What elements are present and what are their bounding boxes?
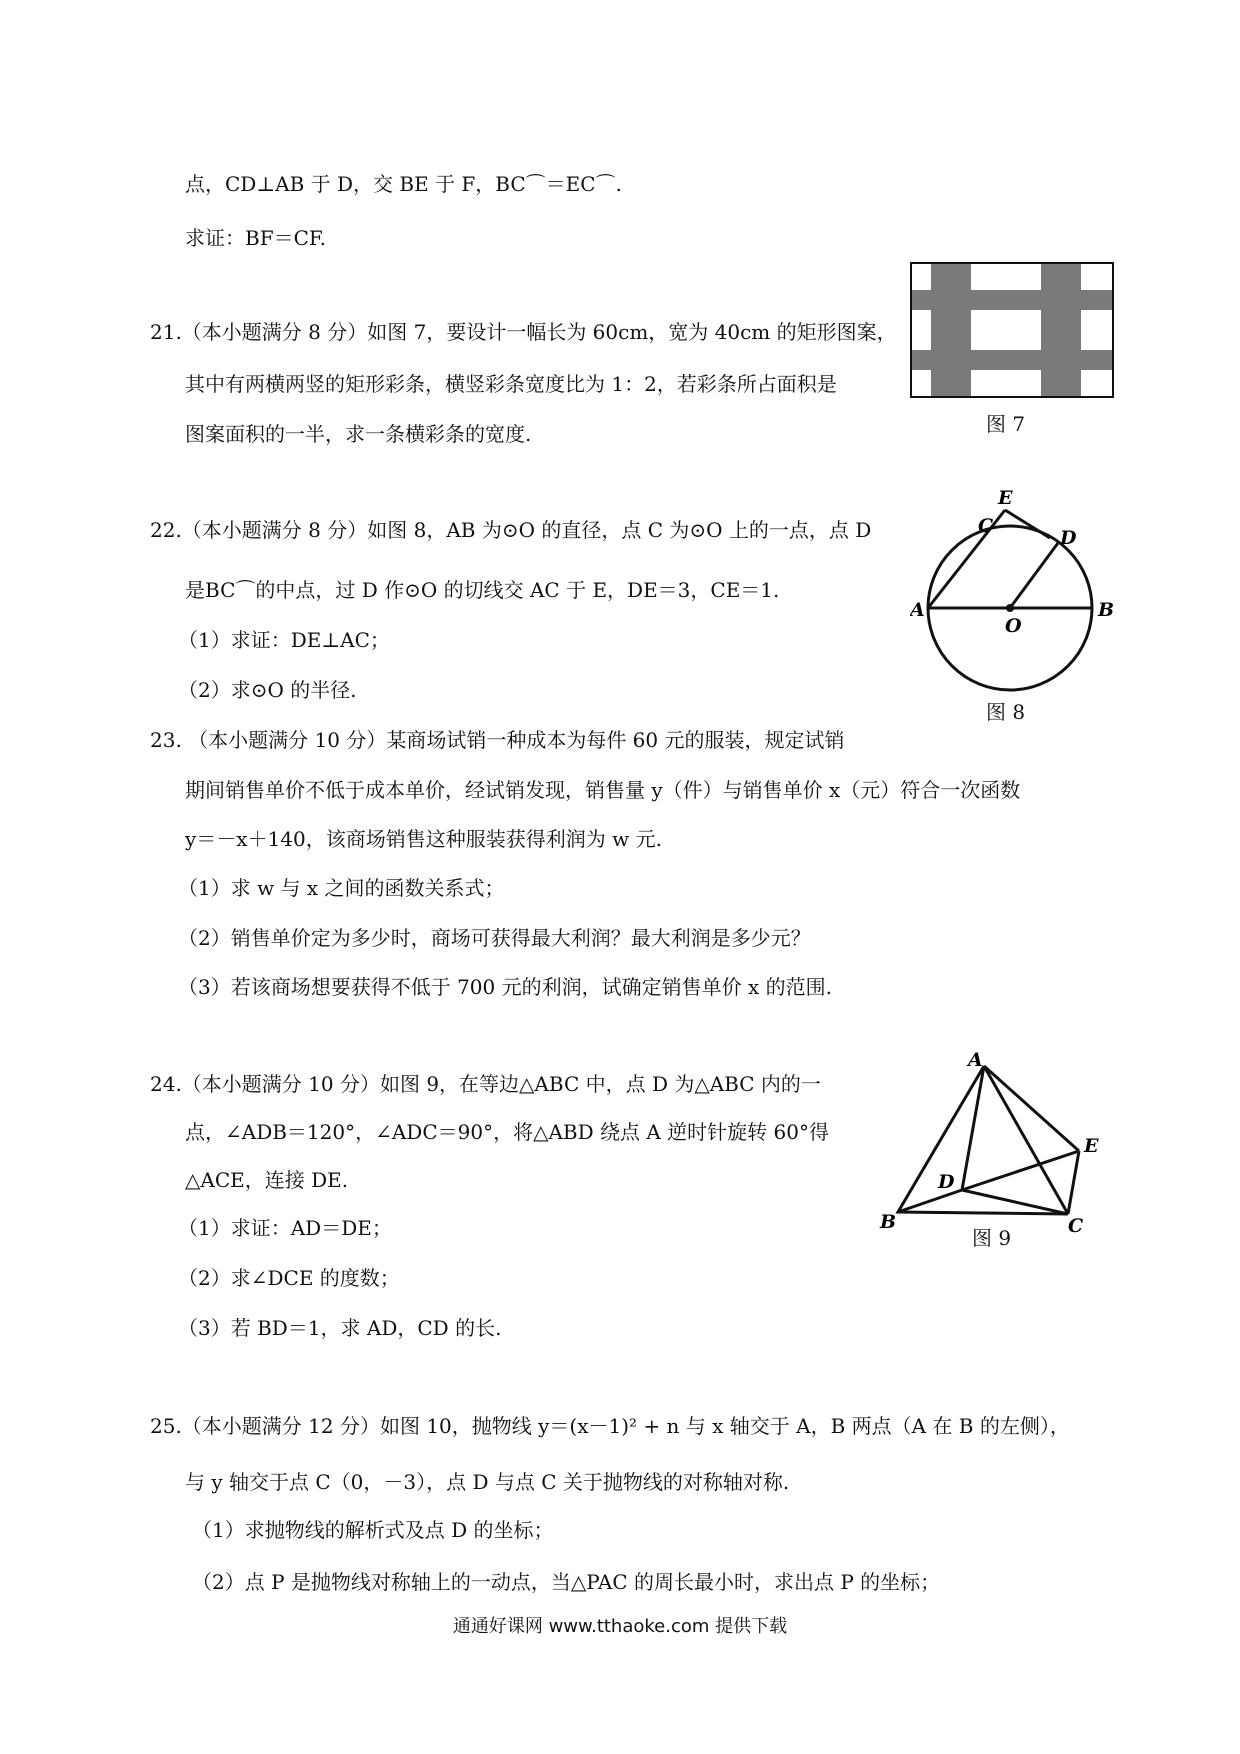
problem-25-line-2: 与 y 轴交于点 C（0，－3），点 D 与点 C 关于抛物线的对称轴对称.	[185, 1470, 790, 1494]
problem-24-part-2: （2）求∠DCE 的度数；	[178, 1266, 400, 1290]
problem-20-proof-goal: 求证：BF＝CF.	[185, 226, 326, 250]
problem-25-part-1: （1）求抛物线的解析式及点 D 的坐标；	[192, 1518, 554, 1542]
problem-21-line-1: 21.（本小题满分 8 分）如图 7，要设计一幅长为 60cm，宽为 40cm 的矩形图案，	[150, 320, 897, 344]
problem-24-part-3: （3）若 BD＝1，求 AD，CD 的长.	[178, 1316, 502, 1340]
label-D: D	[1060, 527, 1077, 549]
label-B: B	[880, 1211, 897, 1233]
label-C: C	[1068, 1215, 1084, 1237]
label-C: C	[978, 515, 994, 537]
label-A: A	[968, 1049, 983, 1071]
figure-7-stripe-pattern	[910, 262, 1114, 398]
problem-24-line-2: 点，∠ADB＝120°，∠ADC＝90°，将△ABD 绕点 A 逆时针旋转 60°得	[185, 1120, 829, 1144]
label-E: E	[998, 488, 1013, 509]
problem-21-line-3: 图案面积的一半，求一条横彩条的宽度.	[185, 422, 532, 446]
problem-21-line-2: 其中有两横两竖的矩形彩条，横竖彩条宽度比为 1：2，若彩条所占面积是	[185, 372, 837, 396]
label-D: D	[938, 1171, 955, 1193]
figure-9-triangle-diagram	[878, 1048, 1118, 1238]
figure-9-caption: 图 9	[972, 1226, 1012, 1250]
problem-20-line: 点，CD⊥AB 于 D，交 BE 于 F，BC⌒＝EC⌒.	[185, 172, 622, 196]
problem-24-line-3: △ACE，连接 DE.	[185, 1168, 349, 1192]
problem-23-line-1: 23. （本小题满分 10 分）某商场试销一种成本为每件 60 元的服装，规定试销	[150, 728, 845, 752]
problem-25-part-2: （2）点 P 是抛物线对称轴上的一动点，当△PAC 的周长最小时，求出点 P 的坐标；	[192, 1570, 941, 1594]
label-O: O	[1005, 615, 1022, 637]
problem-22-line-2: 是BC⌒的中点，过 D 作⊙O 的切线交 AC 于 E，DE＝3，CE＝1.	[185, 578, 780, 602]
problem-25-line-1: 25.（本小题满分 12 分）如图 10，抛物线 y＝(x－1)² + n 与 x 轴交于 A，B 两点（A 在 B 的左侧），	[150, 1414, 1070, 1438]
problem-23-line-2: 期间销售单价不低于成本单价，经试销发现，销售量 y（件）与销售单价 x（元）符合一次函数	[185, 778, 1021, 802]
problem-23-part-3: （3）若该商场想要获得不低于 700 元的利润，试确定销售单价 x 的范围.	[178, 975, 832, 999]
horizontal-stripe	[912, 290, 1112, 310]
horizontal-stripe	[912, 350, 1112, 370]
figure-7-caption: 图 7	[986, 412, 1026, 436]
vertical-stripe	[1041, 264, 1081, 396]
problem-23-part-1: （1）求 w 与 x 之间的函数关系式；	[178, 876, 505, 900]
problem-22-part-2: （2）求⊙O 的半径.	[178, 678, 357, 702]
problem-24-line-1: 24.（本小题满分 10 分）如图 9，在等边△ABC 中，点 D 为△ABC 内的一	[150, 1072, 821, 1096]
page-footer: 通通好课网 www.tthaoke.com 提供下载	[452, 1616, 788, 1637]
problem-24-part-1: （1）求证：AD＝DE；	[178, 1216, 392, 1240]
figure-8-circle-diagram	[910, 488, 1120, 700]
problem-23-line-3: y＝－x＋140，该商场销售这种服装获得利润为 w 元.	[185, 827, 662, 851]
problem-22-line-1: 22.（本小题满分 8 分）如图 8，AB 为⊙O 的直径，点 C 为⊙O 上的一点，点 D	[150, 518, 872, 542]
label-B: B	[1098, 599, 1115, 621]
label-E: E	[1084, 1135, 1099, 1157]
problem-22-part-1: （1）求证：DE⊥AC；	[178, 628, 390, 652]
label-A: A	[910, 599, 925, 621]
figure-8-caption: 图 8	[986, 700, 1026, 724]
vertical-stripe	[931, 264, 971, 396]
problem-23-part-2: （2）销售单价定为多少时，商场可获得最大利润？最大利润是多少元？	[178, 926, 811, 950]
